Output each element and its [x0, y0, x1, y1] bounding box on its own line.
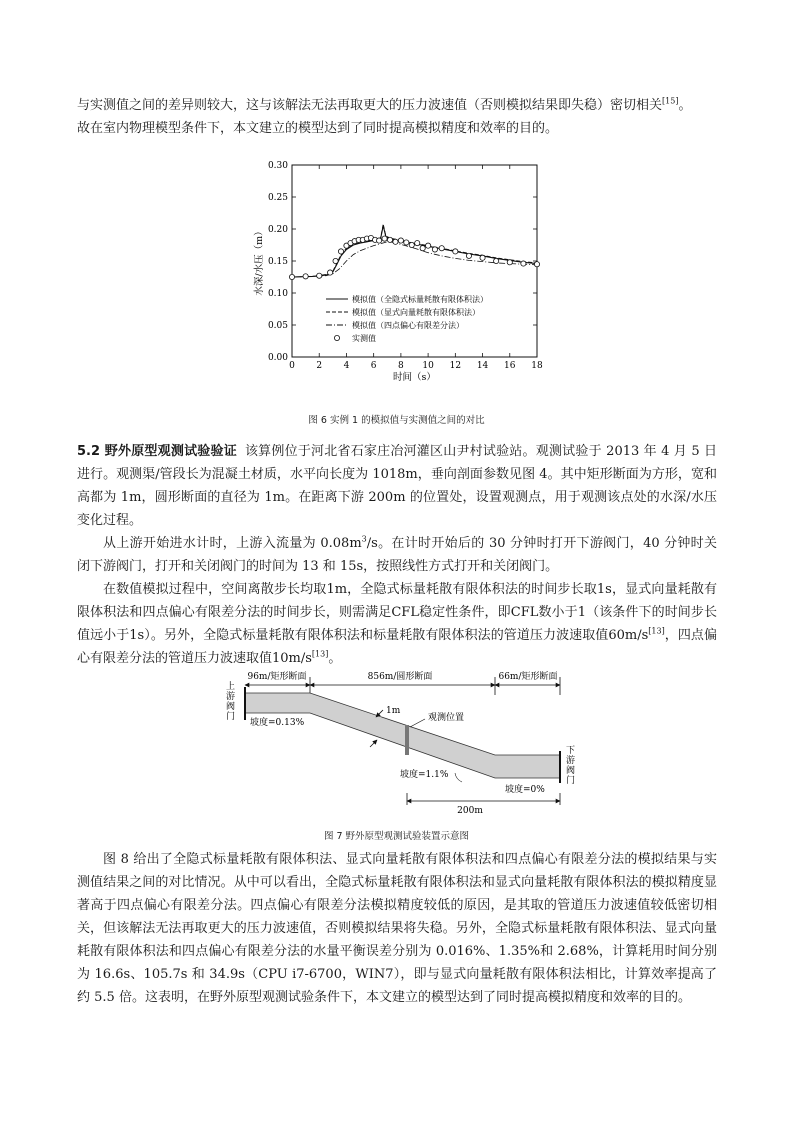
para3	[77, 578, 717, 670]
label-downstream-gate	[566, 745, 575, 786]
para3-text1: 在数值模拟过程中，空间离散步长均取1m，全隐式标量耗散有限体积法的时间步长取1s，显式向量耗散有限体积法和四点偏心有限差分法的时间步长，则需满足CFL稳定性条件，即CFL数小于1（该条件下的时间步长值远小于1s）。另外，全隐式标量耗散有限体积法和标量耗散有限体积法的管道压力波速取值60m/s	[77, 582, 717, 643]
para3-text3: 。	[328, 651, 342, 666]
measured-point	[409, 242, 414, 247]
legend-label: 模拟值（显式向量耗散有限体积法）	[352, 308, 480, 317]
measured-point	[439, 246, 444, 251]
x-tick-label: 6	[370, 361, 377, 371]
figure6-chart	[0, 150, 793, 410]
measured-point	[303, 274, 308, 279]
label-diameter: 1m	[386, 706, 401, 716]
y-tick-label: 0.05	[267, 321, 288, 331]
ref-13a: [13]	[648, 626, 665, 636]
series-line-2	[292, 224, 537, 277]
legend-marker	[334, 335, 339, 340]
x-tick-label: 10	[422, 361, 434, 371]
legend-label: 模拟值（全隐式标量耗散有限体积法）	[352, 295, 488, 304]
label-200m: 200m	[457, 806, 483, 816]
measured-point	[507, 260, 512, 265]
y-tick-label: 0.00	[267, 353, 288, 363]
measured-point	[521, 261, 526, 266]
measured-point	[426, 243, 431, 248]
intro-line1-end: 。	[678, 98, 692, 113]
para2-after: /s。在计时开始后的 30 分钟时打开下游阀门，40 分钟时关闭下游阀门，打开和关闭阀门的时间为 13 和 15s，按照线性方式打开和关闭阀门。	[77, 536, 717, 574]
intro-paragraph	[77, 94, 717, 140]
svg-text:上游阀门: 上游阀门	[226, 682, 236, 722]
x-axis-label: 时间（s）	[393, 372, 436, 383]
diameter-arrow-bottom	[370, 740, 377, 747]
x-tick-label: 16	[504, 361, 516, 371]
label-slope1: 坡度=0.13%	[250, 718, 305, 728]
measured-point	[466, 253, 471, 258]
measured-point	[317, 273, 322, 278]
label-seg3: 66m/矩形断面	[498, 672, 558, 682]
label-slope3: 坡度=0%	[505, 785, 545, 795]
label-seg1: 96m/矩形断面	[247, 672, 307, 682]
x-tick-label: 18	[531, 361, 543, 371]
section52-paragraph	[77, 440, 717, 532]
y-axis-label: 水深/水压（m）	[254, 226, 265, 296]
para2-sup: 3	[361, 534, 367, 544]
y-tick-label: 0.25	[267, 193, 288, 203]
para2	[77, 532, 717, 578]
measured-point	[377, 238, 382, 243]
measured-point	[398, 238, 403, 243]
label-seg2: 856m/圆形断面	[367, 672, 433, 682]
pipe-profile	[245, 693, 560, 778]
y-tick-label: 0.30	[267, 161, 288, 171]
legend-label: 模拟值（四点偏心有限差分法）	[352, 321, 464, 330]
measured-point	[333, 258, 338, 263]
ref-15: [15]	[662, 96, 679, 106]
x-tick-label: 0	[289, 361, 295, 371]
measured-point	[415, 240, 420, 245]
ref-13b: [13]	[311, 649, 329, 659]
y-tick-label: 0.15	[267, 257, 288, 267]
measured-point	[387, 237, 392, 242]
series-line-1	[292, 226, 537, 277]
measured-point	[328, 270, 333, 275]
measured-point	[404, 240, 409, 245]
measured-point	[432, 247, 437, 252]
section52-text: 该算例位于河北省石家庄冶河灌区山尹村试验站。观测试验于 2013 年 4 月 5 日进行。观测渠/管段长为混凝土材质，水平向长度为 1018m，垂向剖面参数见图 4。其中矩形断面为方形，宽和高都为 1m，圆形断面的直径为 1m。在距离下游 200m 的位置处，设置观测点，用于观测该点处的水深/水压变化过程。	[77, 444, 717, 528]
para3-text2: ，四点偏心有限差分法的管道压力波速取值10m/s	[77, 628, 717, 666]
figure6-caption: 图 6 实例 1 的模拟值与实测值之间的对比	[308, 415, 485, 426]
x-tick-label: 14	[476, 361, 489, 371]
x-tick-label: 4	[343, 361, 350, 371]
y-tick-label: 0.20	[267, 225, 288, 235]
x-tick-label: 2	[316, 361, 323, 371]
measured-point	[289, 274, 294, 279]
section52-heading: 5.2 野外原型观测试验验证	[77, 444, 237, 459]
label-slope2: 坡度=1.1%	[400, 770, 449, 780]
legend-label: 实测值	[352, 334, 376, 343]
intro-line1: 与实测值之间的差异则较大，这与该解法无法再取更大的压力波速值（否则模拟结果即失稳）密切相关	[77, 98, 663, 113]
y-tick-label: 0.10	[267, 289, 288, 299]
figure7-schematic	[0, 665, 793, 825]
svg-text:下游阀门: 下游阀门	[566, 746, 576, 786]
measured-point	[338, 249, 343, 254]
intro-line2: 故在室内物理模型条件下，本文建立的模型达到了同时提高模拟精度和效率的目的。	[77, 121, 559, 136]
measured-point	[534, 262, 539, 267]
label-upstream-gate	[226, 680, 235, 722]
label-obs: 观测位置	[428, 713, 465, 723]
x-tick-label: 8	[398, 361, 404, 371]
measured-point	[494, 258, 499, 263]
para4-text: 图 8 给出了全隐式标量耗散有限体积法、显式向量耗散有限体积法和四点偏心有限差分法的模拟结果与实测值结果之间的对比情况。从中可以看出，全隐式标量耗散有限体积法和显式向量耗散有限体积法的模拟精度显著高于四点偏心有限差分法。四点偏心有限差分法模拟精度较低的原因，是其取的管道压力波速值较低密切相关，但该解法无法再取更大的压力波速值，否则模拟结果将失稳。另外，全隐式标量耗散有限体积法、显式向量耗散有限体积法和四点偏心有限差分法的水量平衡误差分别为 0.016%、1.35%和 2.68%，计算耗用时间分别为 16.6s、105.7s 和 34.9s（CPU i7-6700，WIN7），即与显式向量耗散有限体积法相比，计算效率提高了约 5.5 倍。这表明，在野外原型观测试验条件下，本文建立的模型达到了同时提高模拟精度和效率的目的。	[77, 852, 717, 1005]
measured-point	[382, 236, 387, 241]
figure7-caption: 图 7 野外原型观测试验装置示意图	[323, 831, 470, 842]
x-tick-label: 12	[449, 361, 462, 371]
para4	[77, 848, 717, 1009]
measured-point	[453, 249, 458, 254]
measured-point	[393, 239, 398, 244]
measured-point	[480, 255, 485, 260]
para2-before: 从上游开始进水计时，上游入流量为 0.08m	[103, 536, 362, 551]
measured-point	[420, 246, 425, 251]
